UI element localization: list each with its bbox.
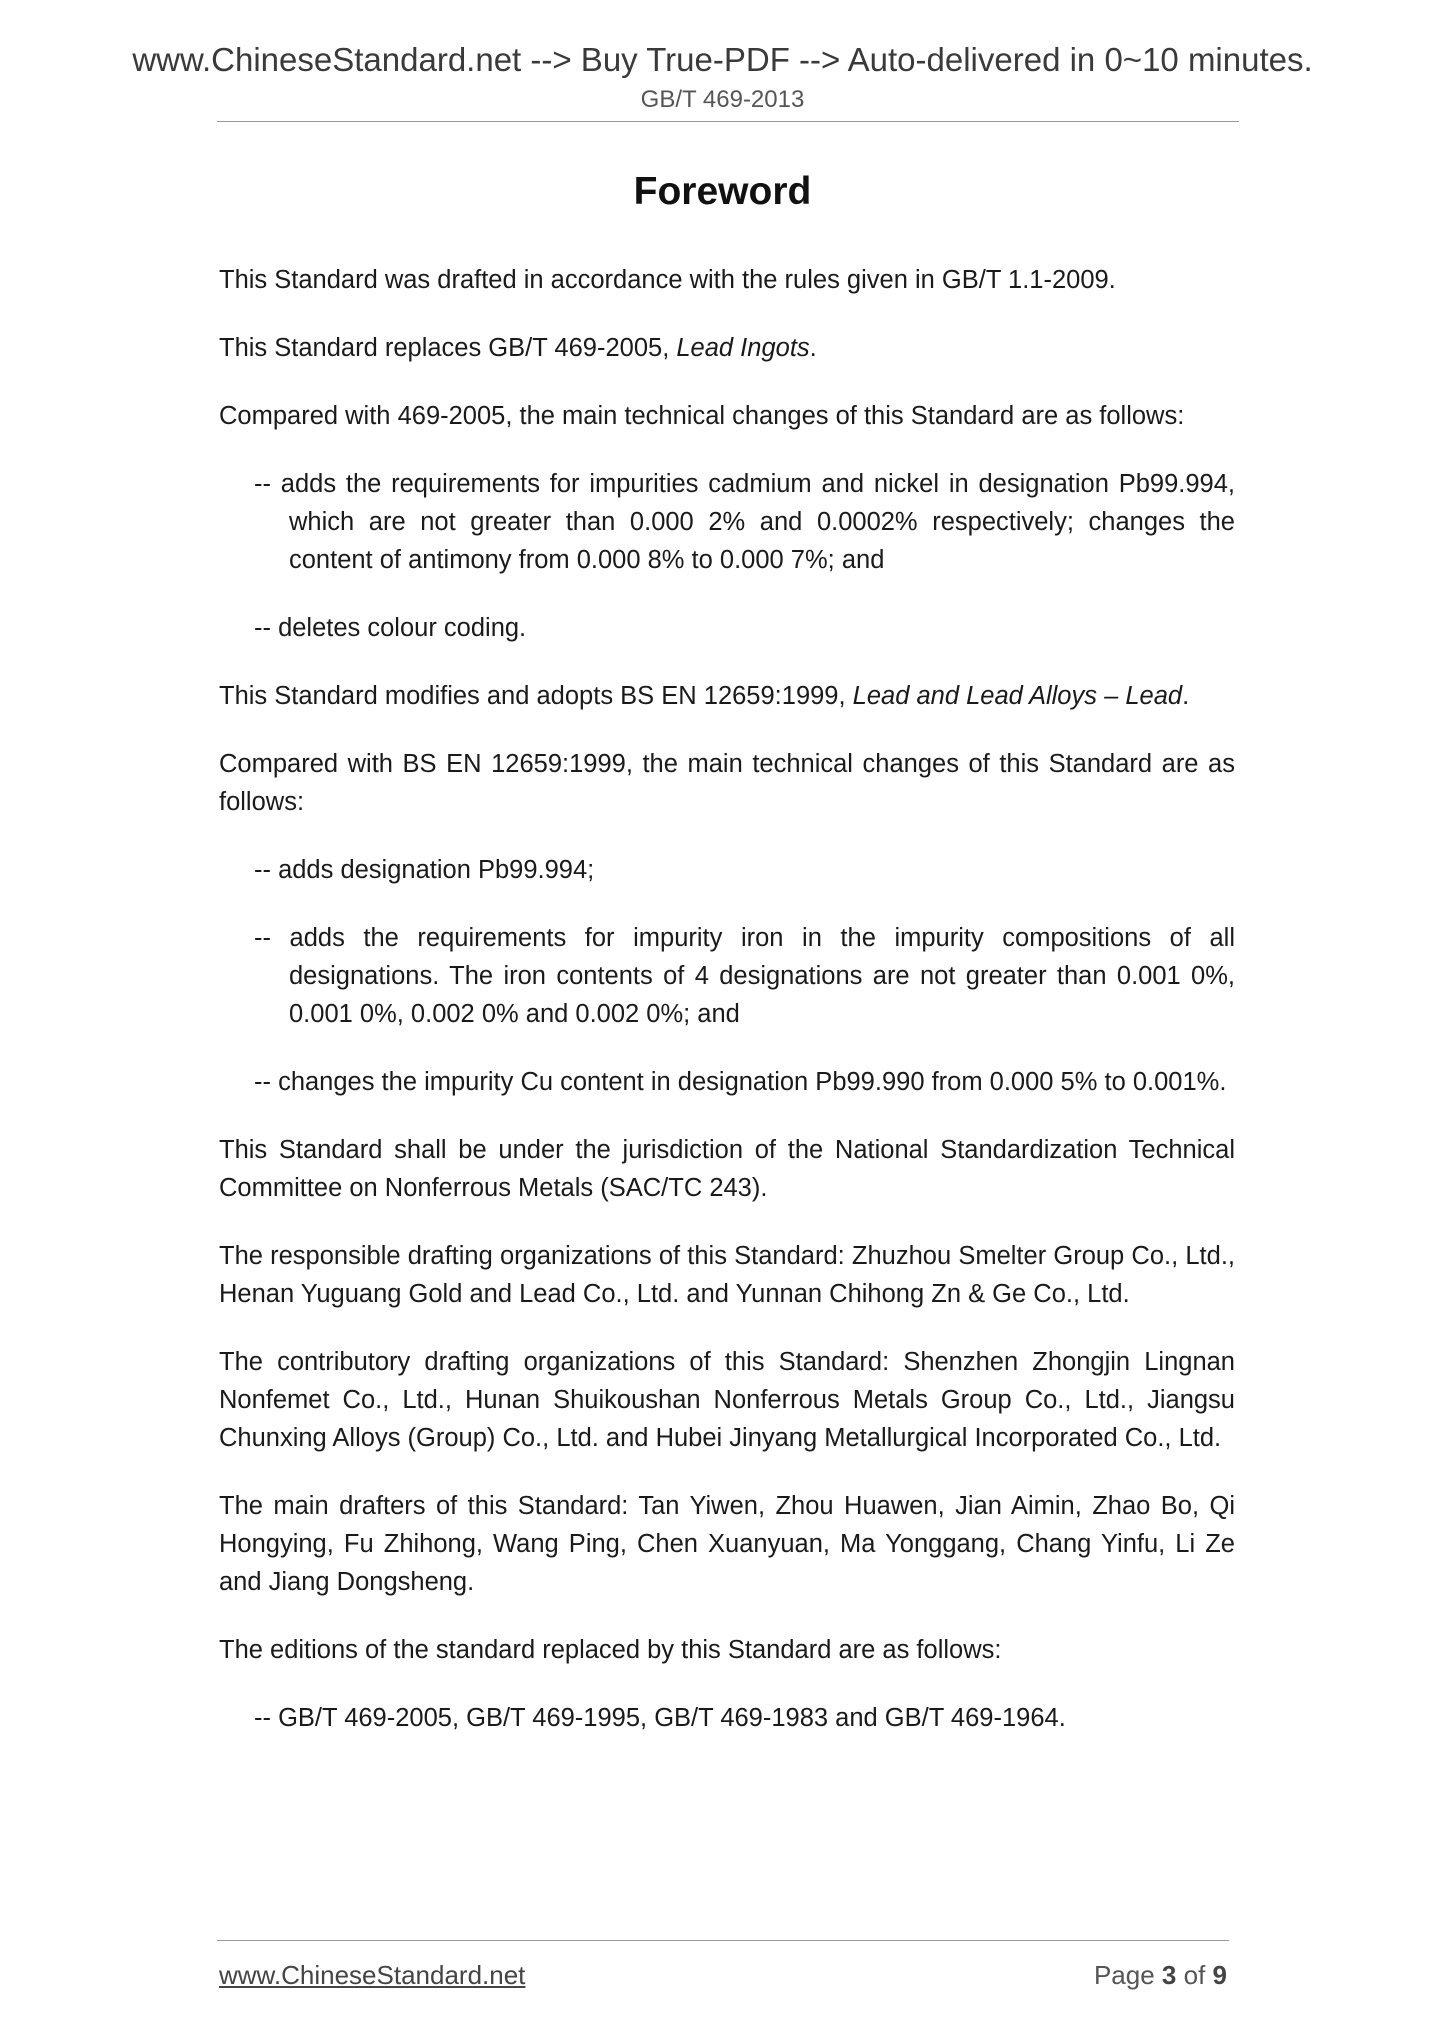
page-indicator [1094, 1960, 1227, 1991]
paragraph [219, 1237, 1235, 1313]
page-title: Foreword [633, 170, 812, 213]
italic-title: Lead and Lead Alloys – Lead [852, 682, 1183, 710]
text-run: This Standard shall be under the jurisdiction of the National Standardization Technical Committee on Nonferrous Metals (SAC/TC 243). [219, 1136, 1235, 1202]
text-run: -- adds the requirements for impurities cadmium and nickel in designation Pb99.994, which are not greater than 0.000 2% and 0.0002% respectively; changes the content of antimony from 0.000 8% to 0.000 7%; and [254, 470, 1235, 574]
paragraph [219, 397, 1235, 435]
text-run: -- adds the requirements for impurity iron in the impurity compositions of all designations. The iron contents of 4 designations are not greater than 0.001 0%, 0.001 0%, 0.002 0% and 0.002 0%; and [254, 924, 1235, 1028]
text-run: -- adds designation Pb99.994; [254, 856, 595, 884]
paragraph [219, 1631, 1235, 1669]
list-item [254, 851, 1235, 889]
text-run: This Standard was drafted in accordance with the rules given in GB/T 1.1-2009. [219, 266, 1116, 294]
italic-title: Lead Ingots [676, 334, 810, 362]
page-total: 9 [1212, 1960, 1227, 1990]
page-sep: of [1176, 1960, 1213, 1990]
paragraph [219, 1343, 1235, 1457]
text-run: Compared with 469-2005, the main technical changes of this Standard are as follows: [219, 402, 1185, 430]
paragraph [219, 329, 1235, 367]
text-run: -- changes the impurity Cu content in designation Pb99.990 from 0.000 5% to 0.001%. [254, 1068, 1227, 1096]
text-run: The responsible drafting organizations of this Standard: Zhuzhou Smelter Group Co., Ltd., Henan Yuguang Gold and Lead Co., Ltd. and Yunnan Chihong Zn & Ge Co., Ltd. [219, 1242, 1235, 1308]
text-run: -- deletes colour coding. [254, 614, 527, 642]
list-item [254, 1063, 1235, 1101]
page-prefix: Page [1093, 1960, 1162, 1990]
list-item [254, 919, 1235, 1033]
text-run: Compared with BS EN 12659:1999, the main technical changes of this Standard are as follows: [219, 750, 1235, 816]
text-run: . [809, 334, 817, 362]
paragraph [219, 1487, 1235, 1601]
text-run: This Standard modifies and adopts BS EN 12659:1999, [219, 682, 853, 710]
text-run: The main drafters of this Standard: Tan Yiwen, Zhou Huawen, Jian Aimin, Zhao Bo, Qi Hongying, Fu Zhihong, Wang Ping, Chen Xuanyuan, Ma Yonggang, Chang Yinfu, Li Ze and Jiang Dongsheng. [219, 1492, 1235, 1596]
header-banner: www.ChineseStandard.net --> Buy True-PDF --> Auto-delivered in 0~10 minutes. [132, 41, 1313, 78]
text-run: The contributory drafting organizations of this Standard: Shenzhen Zhongjin Lingnan Nonfemet Co., Ltd., Hunan Shuikoushan Nonferrous Metals Group Co., Ltd., Jiangsu Chunxing Alloys (Group) Co., Ltd. and Hubei Jinyang Metallurgical Incorporated Co., Ltd. [219, 1348, 1235, 1452]
list-item [254, 1699, 1235, 1737]
footer-divider [217, 1940, 1229, 1941]
document-code: GB/T 469-2013 [640, 86, 805, 113]
header-divider [217, 121, 1239, 122]
page-current: 3 [1161, 1960, 1177, 1990]
footer-site-link[interactable]: www.ChineseStandard.net [219, 1960, 526, 1990]
paragraph [219, 1131, 1235, 1207]
text-run: -- GB/T 469-2005, GB/T 469-1995, GB/T 469-1983 and GB/T 469-1964. [254, 1704, 1066, 1732]
paragraph [219, 677, 1235, 715]
paragraph [219, 261, 1235, 299]
list-item [254, 609, 1235, 647]
text-run: . [1182, 682, 1190, 710]
text-run: This Standard replaces GB/T 469-2005, [219, 334, 677, 362]
paragraph [219, 745, 1235, 821]
document-body [219, 261, 1235, 1767]
text-run: The editions of the standard replaced by this Standard are as follows: [219, 1636, 1002, 1664]
list-item [254, 465, 1235, 579]
